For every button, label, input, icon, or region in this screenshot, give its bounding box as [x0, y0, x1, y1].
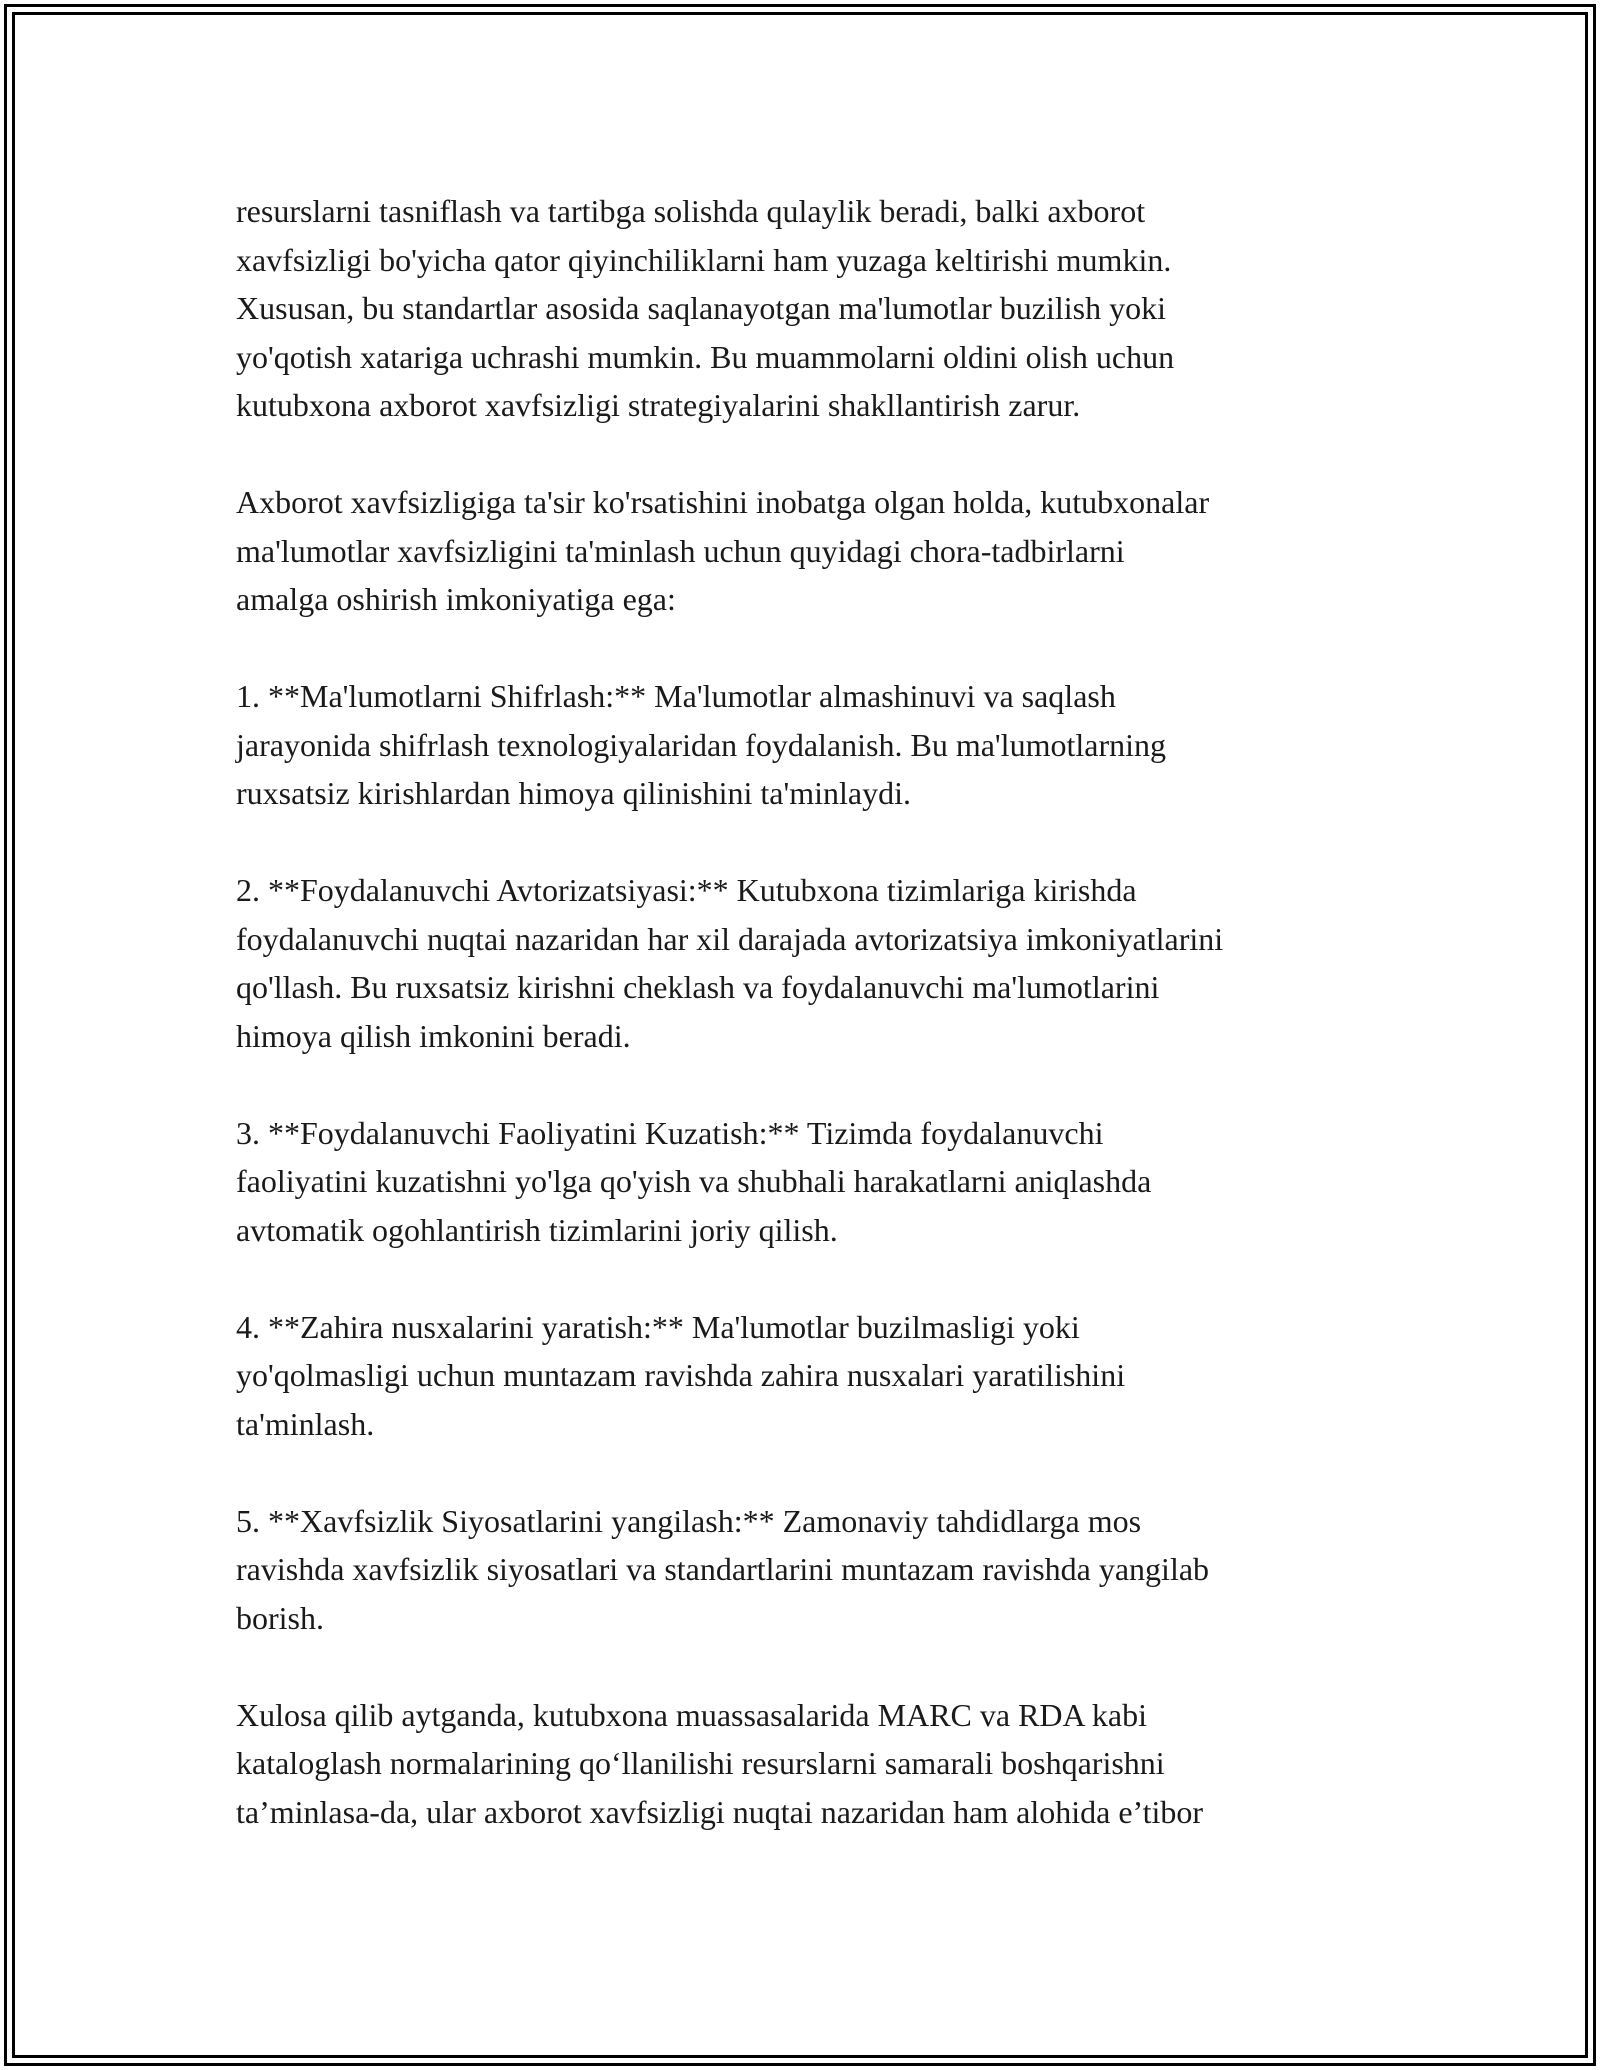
text-line: avtomatik ogohlantirish tizimlarini joriy qilish.	[236, 1211, 838, 1248]
text-line: amalga oshirish imkoniyatiga ega:	[236, 581, 676, 617]
text-line: ravishda xavfsizlik siyosatlari va standartlarini muntazam ravishda yangilab	[236, 1551, 1210, 1587]
text-line: 5. **Xavfsizlik Siyosatlarini yangilash:** Zamonaviy tahdidlarga mos	[236, 1502, 1142, 1539]
text-line: 3. **Foydalanuvchi Faoliyatini Kuzatish:** Tizimda foydalanuvchi	[236, 1114, 1104, 1151]
text-line: Axborot xavfsizligiga ta'sir ko'rsatishini inobatga olgan holda, kutubxonalar	[236, 484, 1210, 520]
text-line: resurslarni tasniflash va tartibga solishda qulaylik beradi, balki axborot	[236, 193, 1146, 229]
paragraph	[236, 1303, 1386, 1449]
text-line: ta’minlasa-da, ular axborot xavfsizligi nuqtai nazaridan ham alohida e’tibor	[236, 1793, 1204, 1830]
text-line: himoya qilish imkonini beradi.	[236, 1017, 631, 1054]
text-line: faoliyatini kuzatishni yo'lga qo'yish va shubhali harakatlarni aniqlashda	[236, 1163, 1152, 1199]
text-line: borish.	[236, 1599, 324, 1636]
text-line: kataloglash normalarining qo‘llanilishi resurslarni samarali boshqarishni	[236, 1745, 1165, 1781]
paragraph	[236, 672, 1386, 818]
text-line: kutubxona axborot xavfsizligi strategiyalarini shakllantirish zarur.	[236, 387, 1081, 423]
paragraph	[236, 1691, 1386, 1837]
text-line: yo'qotish xatariga uchrashi mumkin. Bu muammolarni oldini olish uchun	[236, 338, 1175, 375]
text-line: ta'minlash.	[236, 1405, 375, 1442]
text-line: ma'lumotlar xavfsizligini ta'minlash uchun quyidagi chora-tadbirlarni	[236, 532, 1125, 569]
text-line: 4. **Zahira nusxalarini yaratish:** Ma'lumotlar buzilmasligi yoki	[236, 1308, 1080, 1345]
text-line: ruxsatsiz kirishlardan himoya qilinishini ta'minlaydi.	[236, 775, 911, 811]
paragraph	[236, 1497, 1386, 1643]
text-line: Xususan, bu standartlar asosida saqlanayotgan ma'lumotlar buzilish yoki	[236, 290, 1167, 326]
paragraph	[236, 866, 1386, 1060]
text-line: foydalanuvchi nuqtai nazaridan har xil darajada avtorizatsiya imkoniyatlarini	[236, 920, 1224, 957]
text-line: 1. **Ma'lumotlarni Shifrlash:** Ma'lumotlar almashinuvi va saqlash	[236, 678, 1116, 714]
text-line: 2. **Foydalanuvchi Avtorizatsiyasi:** Kutubxona tizimlariga kirishda	[236, 872, 1137, 908]
text-line: xavfsizligi bo'yicha qator qiyinchiliklarni ham yuzaga keltirishi mumkin.	[236, 241, 1172, 278]
paragraph	[236, 1109, 1386, 1255]
paragraph	[236, 187, 1386, 430]
paragraph	[236, 478, 1386, 624]
text-line: yo'qolmasligi uchun muntazam ravishda zahira nusxalari yaratilishini	[236, 1357, 1126, 1393]
text-line: qo'llash. Bu ruxsatsiz kirishni cheklash va foydalanuvchi ma'lumotlarini	[236, 969, 1160, 1005]
text-line: jarayonida shifrlash texnologiyalaridan foydalanish. Bu ma'lumotlarning	[236, 726, 1166, 763]
document-body	[236, 187, 1386, 1836]
text-line: Xulosa qilib aytganda, kutubxona muassasalarida MARC va RDA kabi	[236, 1696, 1147, 1733]
